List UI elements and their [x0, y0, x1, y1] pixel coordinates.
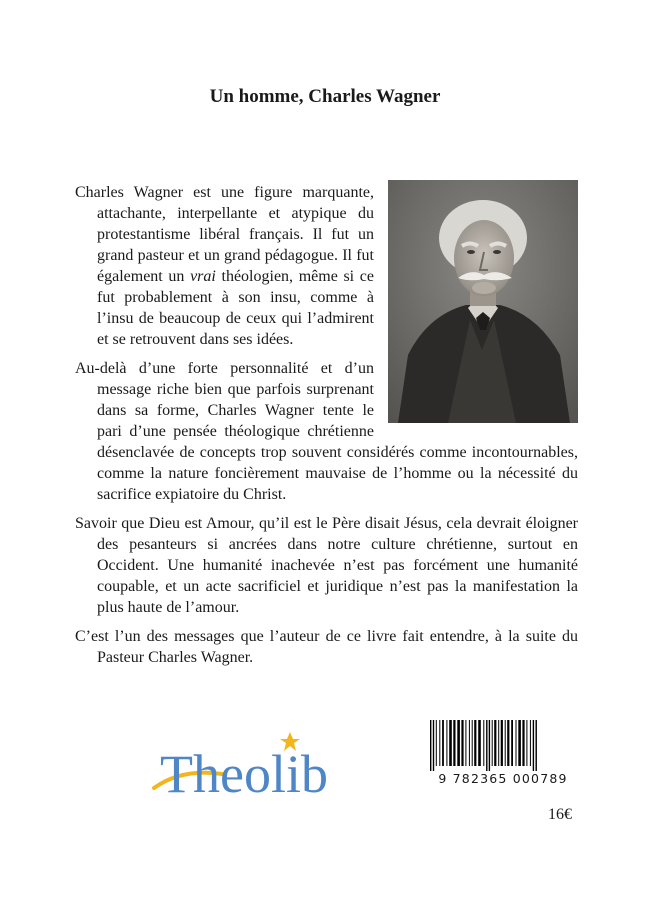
back-cover-text: [75, 182, 578, 676]
barcode-bar: [498, 720, 499, 766]
theolib-logo-image: [152, 730, 332, 805]
barcode-bar: [436, 720, 437, 766]
barcode-bar: [483, 720, 484, 766]
barcode-bar: [505, 720, 506, 766]
barcode-bar: [489, 720, 490, 772]
barcode-bar: [446, 720, 447, 766]
barcode-bar: [465, 720, 466, 766]
barcode-bar: [472, 720, 473, 766]
barcode-bar: [526, 720, 527, 766]
publisher-logo: [152, 730, 332, 805]
barcode-bar: [536, 720, 537, 772]
barcode-bar: [486, 720, 487, 772]
barcode-bar: [511, 720, 513, 766]
barcode-bar: [507, 720, 509, 766]
paragraph-1-text-b: théologien, même si ce fut probablement à son insu, comme à l’insu de beaucoup de ceux qui l’admirent et se retrouvent dans ses idées.: [97, 268, 374, 348]
barcode-bar: [430, 720, 431, 772]
barcode-bar: [433, 720, 434, 772]
price: 16€: [548, 806, 572, 823]
barcode-bar: [501, 720, 503, 766]
barcode-bar: [457, 720, 460, 766]
barcode-bar: [516, 720, 517, 766]
barcode-bar: [461, 720, 463, 766]
logo-wordmark: Theolib: [160, 744, 328, 804]
barcode-bar: [530, 720, 531, 766]
barcode-bar: [478, 720, 481, 766]
barcode-bar: [442, 720, 444, 766]
barcode-bar: [533, 720, 534, 772]
barcode-bar: [453, 720, 455, 766]
book-title: Un homme, Charles Wagner: [209, 86, 441, 107]
barcode-bar: [469, 720, 470, 766]
isbn-number: 9 782365 000789: [428, 771, 578, 786]
barcode-bar: [439, 720, 440, 766]
barcode-bars: [428, 720, 578, 772]
barcode-bar: [494, 720, 496, 766]
barcode-bar: [492, 720, 493, 766]
paragraph-1-text-a: Charles Wagner est une figure marquante, attachante, interpellante et atypique du protestantisme libéral français. Il fut un grand pasteur et un grand pédagogue. Il fut également un: [75, 184, 374, 285]
paragraph-3: Savoir que Dieu est Amour, qu’il est le Père disait Jésus, cela devrait éloigner des pesanteurs si ancrées dans notre culture chrétienne, surtout en Occident. Une humanité inachevée n’est pas forcément une humanité coupable, et un acte sacrificiel et juridique n’est pas la manifestation la plus haute de l’amour.: [75, 515, 578, 616]
isbn-barcode: [428, 720, 578, 802]
barcode-bar: [518, 720, 521, 766]
portrait-space: [374, 182, 578, 440]
paragraph-2: Au-delà d’une forte personnalité et d’un message riche bien que parfois surprenant dans sa forme, Charles Wagner tente le pari d’une pensée théologique chrétienne désenclavée de concepts trop souvent considérés comme incontournables, comme la nature foncièrement mauvaise de l’homme ou la nécessité du sacrifice expiatoire du Christ.: [75, 360, 578, 503]
barcode-bar: [474, 720, 476, 766]
barcode-bar: [449, 720, 452, 766]
paragraph-4: C’est l’un des messages que l’auteur de ce livre fait entendre, à la suite du Pasteur Charles Wagner.: [75, 628, 578, 666]
paragraph-1-emphasis: vrai: [190, 268, 216, 285]
barcode-bar: [522, 720, 524, 766]
